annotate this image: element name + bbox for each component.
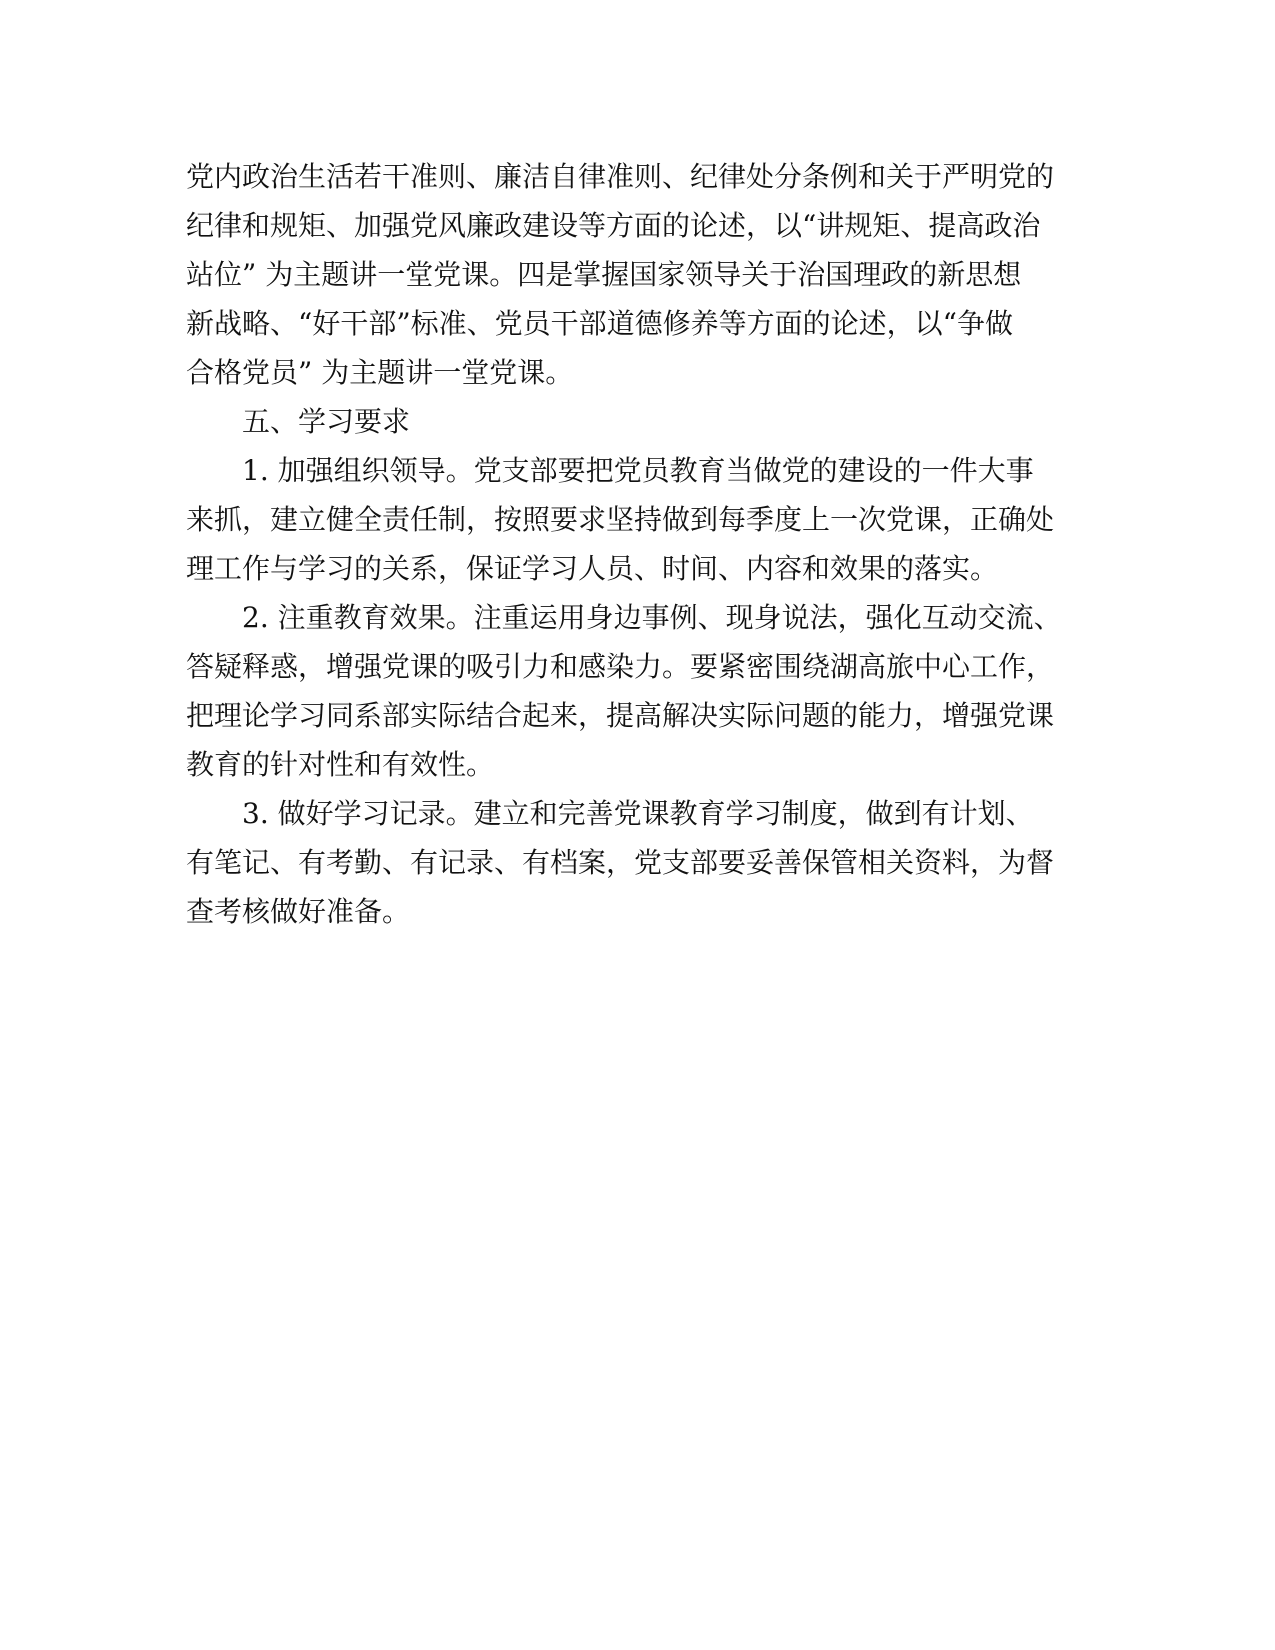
text-line: 把理论学习同系部实际结合起来，提高解决实际问题的能力，增强党课 (186, 699, 1055, 732)
text-line: 1. 加强组织领导。党支部要把党员教育当做党的建设的一件大事 (242, 454, 1034, 487)
section-heading: 五、学习要求 (242, 405, 411, 438)
text-line: 来抓，建立健全责任制，按照要求坚持做到每季度上一次党课，正确处 (186, 503, 1055, 536)
text-line: 党内政治生活若干准则、廉洁自律准则、纪律处分条例和关于严明党的 (186, 160, 1055, 193)
text-line: 新战略、“好干部”标准、党员干部道德修养等方面的论述，以“争做 (186, 307, 1013, 340)
text-line: 有笔记、有考勤、有记录、有档案，党支部要妥善保管相关资料，为督 (186, 846, 1055, 879)
text-line: 理工作与学习的关系，保证学习人员、时间、内容和效果的落实。 (186, 552, 999, 585)
document-body (186, 152, 1086, 936)
text-line: 答疑释惑，增强党课的吸引力和感染力。要紧密围绕湖高旅中心工作， (186, 650, 1055, 683)
text-line: 3. 做好学习记录。建立和完善党课教育学习制度，做到有计划、 (242, 797, 1034, 830)
text-line: 纪律和规矩、加强党风廉政建设等方面的论述，以“讲规矩、提高政治 (186, 209, 1041, 242)
text-line: 合格党员” 为主题讲一堂党课。 (186, 356, 574, 389)
text-line: 站位” 为主题讲一堂党课。四是掌握国家领导关于治国理政的新思想 (186, 258, 1022, 291)
text-line: 2. 注重教育效果。注重运用身边事例、现身说法，强化互动交流、 (242, 601, 1062, 634)
text-line: 教育的针对性和有效性。 (186, 748, 495, 781)
text-line: 查考核做好准备。 (186, 895, 411, 928)
